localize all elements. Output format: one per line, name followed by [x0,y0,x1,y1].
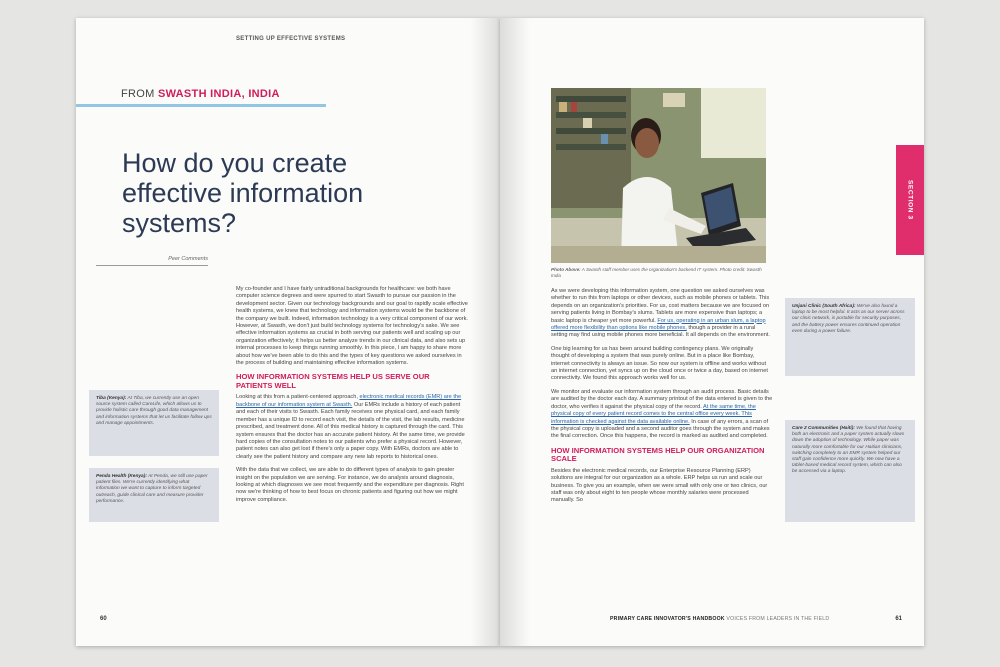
comment-author: Tiba (Kenya): [96,396,127,401]
comment-author: Penda Health (Kenya): [96,474,147,479]
comment-text: We've also found a laptop to be most helpful. It acts as our server across our clinic network, is portable for security purposes, and the battery power ensures continued operation even during a power failure. [792,304,905,334]
section-heading: HOW INFORMATION SYSTEMS HELP OUR ORGANIZATION SCALE [551,445,765,464]
comment-text: At Tiba, we currently use an open source system called CareLife, which allows us to provide holistic care through good data management and information systems that let us facilitate follow ups and manage appointments. [96,396,212,426]
peer-comments-label: Peer Comments [96,256,208,266]
footer-subtitle: VOICES FROM LEADERS IN THE FIELD [726,616,830,622]
comment-author: Care 2 Communities (Haiti): [792,426,855,431]
page-title: How do you create effective information systems? [122,148,364,239]
right-body [551,288,773,511]
highlight-link[interactable]: electronic medical records (EMR) are the backbone of our information system at Swasth. [236,394,462,408]
gutter-shadow [500,18,530,646]
right-page [500,18,924,646]
audit-paragraph: We monitor and evaluate our information system through an audit process. Basic details are audited by the doctor each day. A summary printout of the data entered is given to the doctor, who verifies it against the physical copy of the record. At the same time, the physical copy of every patient record comes to the central office every week. This information is checked against the data available online. In case of any errors, a scan of the physical copy is uploaded and a second auditor goes through the system and makes the final correction. Once this happens, the record is marked as audited and completed. [551,388,773,440]
analysis-paragraph: With the data that we collect, we are able to do different types of analysis to gain greater insight on the population we are serving. For instance, we do analysis around diagnosis, looking at which diagnoses we see most frequently and the expenditure per diagnosis. Right now we're thinking of how to best focus on chronic patients and figuring out how we might improve compliance. [236,467,464,503]
comment-box-penda [89,468,219,522]
comment-box-unjani [785,298,915,376]
page-number: 60 [100,616,107,622]
device-paragraph: As we were developing this information system, one question we asked ourselves was whether to run this from laptops or other devices, such as mobile phones or tablets. This depends on an organization's priorities. For us, cost matters because we are focused on serving patients living in Bombay's slums. Tablets are more expensive than laptops; a basic laptop is cheaper yet more powerful. For us, operating in an urban slum, a laptop offered more flexibility than options like mobile phones, though a provider in a rural setting may find using mobile phones more beneficial. It all depends on the environment. [551,288,770,339]
comment-author: Unjani Clinic (South Africa): [792,304,856,309]
caption-text: A Swasth staff member uses the organization's backend IT system. Photo credit: Swasth India [551,267,762,278]
running-head: SETTING UP EFFECTIVE SYSTEMS [236,36,346,42]
from-org: SWASTH INDIA, INDIA [157,88,280,100]
caption-label: Photo Above: [551,267,581,272]
accent-rule [76,104,326,107]
emr-paragraph: Looking at this from a patient-centered approach, electronic medical records (EMR) are the backbone of our information system at Swasth. Our EMRs include a history of each patient and each of their visits to Swasth. Each family receives one physical card, and each family member has a unique ID to record each visit, the details of the visit, the lab results, medicine prescribed, and treatment done. All of this medical history is captured through the card. This system ensures that the doctor has an accurate patient history. At the same time, we provide hard copies of the consultation notes to our patients who prefer a physical record. However, patient notes can also get lost if there's only a paper copy. With EMRs, doctors are able to clearly see the patient history and compare any new lab reports to historical ones. [236,394,465,460]
from-line [121,88,280,100]
staff-photo [551,88,766,263]
comment-box-care2 [785,420,915,522]
highlight-link[interactable]: For us, operating in an urban slum, a laptop offered more flexibility than options like mobile phones, [551,317,766,332]
intro-paragraph: My co-founder and I have fairly untraditional backgrounds for healthcare: we both have computer science degrees and were spurred to start Swasth to pursue our passion in the development sector. Given our technology backgrounds and our goal to rapidly scale effective health systems, we knew that technology and information systems would be the backbone of the company we built. Indeed, information technology is a very critical component of our work. However, at Swasth, we don't just build technology systems for technology's sake. We see effective information systems as crucial in both serving our patients well and scaling up our organization effectively; it helps us better analyze trends in our clinical data, and also sets up internal processes to keep things running smoothly. In this piece, I am happy to share more about how we've been able to do this and the types of key questions we asked ourselves in the process of building and maintaining effective information systems. [236,286,468,367]
running-footer [610,616,829,622]
comment-text: At Penda, we still use paper patient files. We're currently identifying what information we want to capture to inform targeted outreach, guide clinical care and measure provider performance. [96,474,208,504]
page-number: 61 [895,616,902,622]
section-heading: HOW INFORMATION SYSTEMS HELP US SERVE OUR PATIENTS WELL [236,372,430,390]
from-prefix: FROM [121,88,155,100]
section-tab-label: SECTION 3 [906,180,914,220]
erp-paragraph: Besides the electronic medical records, our Enterprise Resource Planning (ERP) solutions are integral for our organization as a whole. ERP helps us run and scale our business. To give you an example, when we were small with only one or two clinics, our staff was only about eight to ten people whose monthly salaries were processed manually. So [551,467,768,504]
photo-caption [551,267,766,279]
footer-title: PRIMARY CARE INNOVATOR'S HANDBOOK [610,616,725,622]
contingency-paragraph: One big learning for us has been around building contingency plans. We originally thought of developing a system that was purely online. But in a place like Bombay, internet connectivity is always an issue. So now our system is offline and works without an internet connection, yet syncs up on the cloud once or twice a day, based on internet connectivity. We found this approach works well for us. [551,345,768,382]
comment-text: We found that having both an electronic and a paper system actually slows down the adoption of technology. While paper was naturally more comfortable for our Haitian clinicians, switching completely to an EMR system helped our staff gain confidence more quickly. We now have a tablet-based medical record system, which can also be accessed via a laptop. [792,426,905,475]
gutter-shadow [470,18,500,646]
comment-box-tiba [89,390,219,456]
left-body [236,286,468,510]
highlight-link[interactable]: At the same time, the physical copy of every patient record comes to the central office every week. This information is checked against the data available online. [551,403,756,425]
left-page [76,18,500,646]
